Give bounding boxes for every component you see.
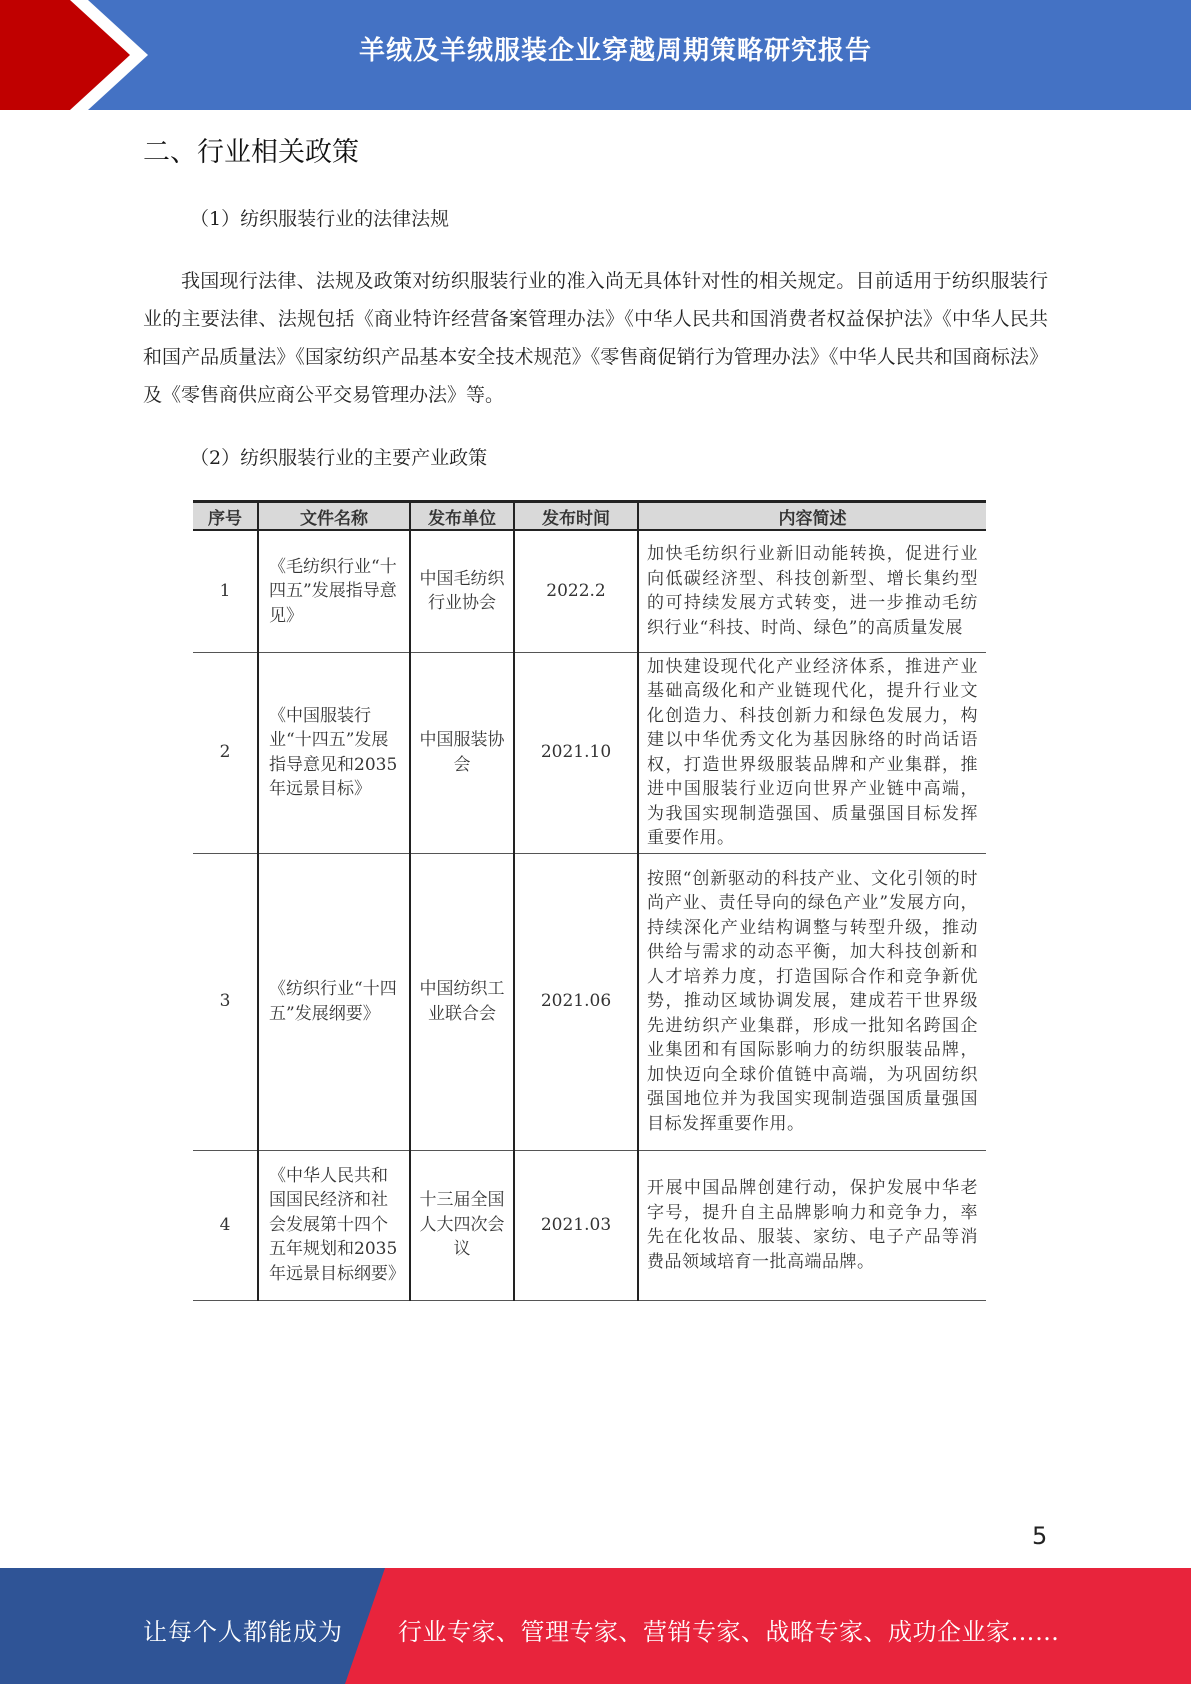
page-footer xyxy=(0,1568,1191,1684)
cell-date: 2021.06 xyxy=(514,853,638,1150)
cell-unit: 中国服装协会 xyxy=(410,652,514,853)
header-unit: 发布单位 xyxy=(410,502,514,531)
page-number: 5 xyxy=(1032,1522,1048,1550)
header-desc: 内容简述 xyxy=(638,502,986,531)
cell-name: 《毛纺织行业“十四五”发展指导意见》 xyxy=(258,530,410,652)
subheading-policies: （2）纺织服装行业的主要产业政策 xyxy=(190,447,488,469)
subheading-laws: （1）纺织服装行业的法律法规 xyxy=(190,208,450,230)
cell-name: 《中华人民共和国国民经济和社会发展第十四个五年规划和2035年远景目标纲要》 xyxy=(258,1150,410,1300)
cell-desc: 加快毛纺织行业新旧动能转换，促进行业向低碳经济型、科技创新型、增长集约型的可持续发展方式转变，进一步推动毛纺织行业“科技、时尚、绿色”的高质量发展 xyxy=(638,530,986,652)
cell-desc: 加快建设现代化产业经济体系，推进产业基础高级化和产业链现代化，提升行业文化创造力、科技创新力和绿色发展力，构建以中华优秀文化为基因脉络的时尚话语权，打造世界级服装品牌和产业集群，推进中国服装行业迈向世界产业链中高端，为我国实现制造强国、质量强国目标发挥重要作用。 xyxy=(638,652,986,853)
cell-no: 4 xyxy=(193,1150,258,1300)
cell-name: 《中国服装行业“十四五”发展指导意见和2035年远景目标》 xyxy=(258,652,410,853)
table-row xyxy=(193,853,986,1150)
table-row xyxy=(193,652,986,853)
policy-table xyxy=(193,500,986,1301)
cell-unit: 十三届全国人大四次会议 xyxy=(410,1150,514,1300)
cell-no: 3 xyxy=(193,853,258,1150)
cell-no: 1 xyxy=(193,530,258,652)
header-date: 发布时间 xyxy=(514,502,638,531)
cell-no: 2 xyxy=(193,652,258,853)
footer-slogan-right: 行业专家、管理专家、营销专家、战略专家、成功企业家…… xyxy=(398,1618,1060,1646)
footer-slogan-left: 让每个人都能成为 xyxy=(143,1618,343,1646)
header-no: 序号 xyxy=(193,502,258,531)
table-row xyxy=(193,530,986,652)
cell-date: 2021.03 xyxy=(514,1150,638,1300)
cell-date: 2022.2 xyxy=(514,530,638,652)
report-title: 羊绒及羊绒服装企业穿越周期策略研究报告 xyxy=(358,36,872,66)
table-header-row xyxy=(193,502,986,531)
body-paragraph: 我国现行法律、法规及政策对纺织服装行业的准入尚无具体针对性的相关规定。目前适用于纺织服装行业的主要法律、法规包括《商业特许经营备案管理办法》《中华人民共和国消费者权益保护法》《中华人民共和国产品质量法》《国家纺织产品基本安全技术规范》《零售商促销行为管理办法》《中华人民共和国商标法》及《零售商供应商公平交易管理办法》等。 xyxy=(143,270,1048,406)
cell-unit: 中国毛纺织行业协会 xyxy=(410,530,514,652)
page-header xyxy=(0,0,1191,110)
table-row xyxy=(193,1150,986,1300)
header-name: 文件名称 xyxy=(258,502,410,531)
cell-unit: 中国纺织工业联合会 xyxy=(410,853,514,1150)
cell-desc: 开展中国品牌创建行动，保护发展中华老字号，提升自主品牌影响力和竞争力，率先在化妆品、服装、家纺、电子产品等消费品领域培育一批高端品牌。 xyxy=(638,1150,986,1300)
cell-date: 2021.10 xyxy=(514,652,638,853)
cell-desc: 按照“创新驱动的科技产业、文化引领的时尚产业、责任导向的绿色产业”发展方向，持续深化产业结构调整与转型升级，推动供给与需求的动态平衡，加大科技创新和人才培养力度，打造国际合作和竞争新优势，推动区域协调发展，建成若干世界级先进纺织产业集群，形成一批知名跨国企业集团和有国际影响力的纺织服装品牌，加快迈向全球价值链中高端，为巩固纺织强国地位并为我国实现制造强国质量强国目标发挥重要作用。 xyxy=(638,853,986,1150)
section-heading: 二、行业相关政策 xyxy=(143,137,359,168)
cell-name: 《纺织行业“十四五”发展纲要》 xyxy=(258,853,410,1150)
